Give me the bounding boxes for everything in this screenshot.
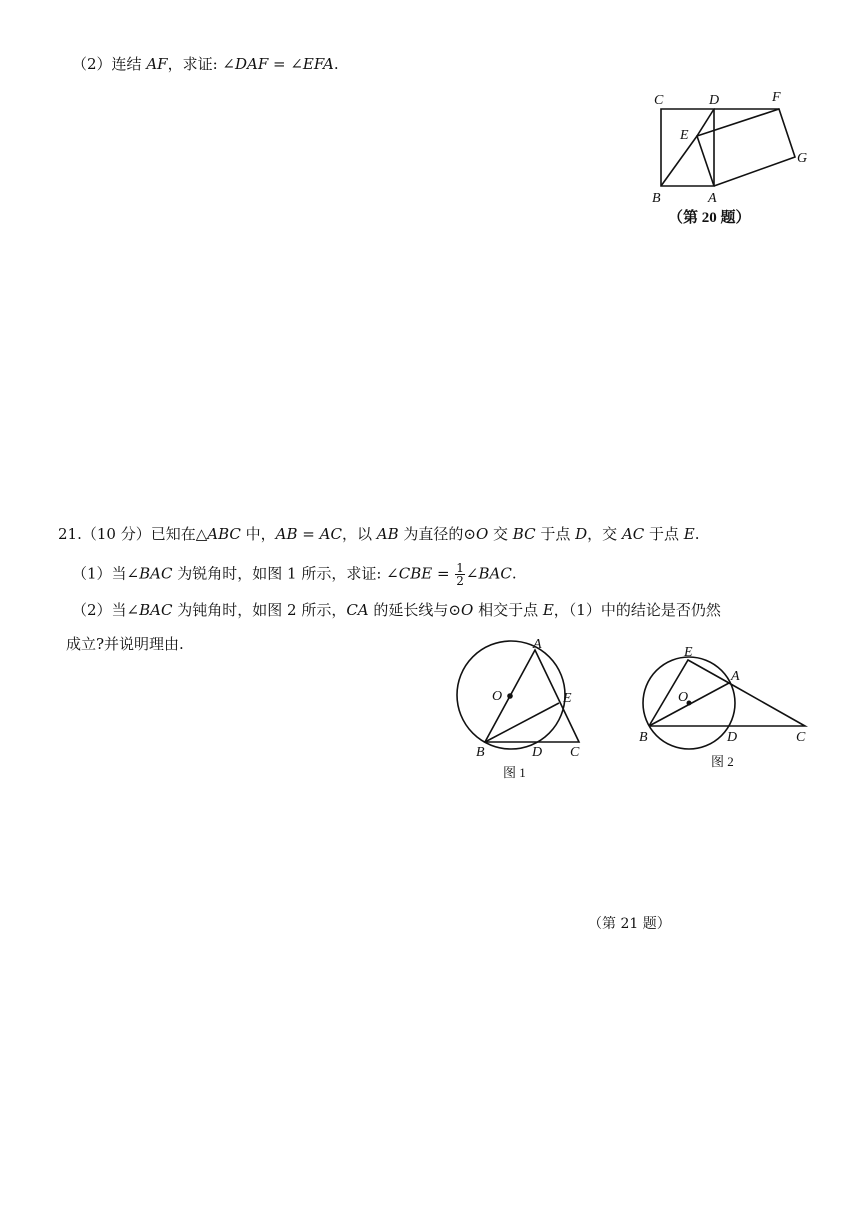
fig2-caption: 图 2 [711, 754, 734, 769]
fig20-label-c: C [654, 93, 664, 108]
q21-part2-line2: 成立?并说明理由. [66, 635, 184, 653]
fig20-label-d: D [709, 93, 720, 108]
fig20-label-a: A [708, 191, 717, 206]
fig1-label-e: E [563, 691, 572, 706]
fig2-label-o: O [678, 690, 689, 705]
q21-caption: （第 21 题） [588, 916, 671, 932]
fig1-caption: 图 1 [503, 765, 526, 780]
fig1-label-o: O [492, 689, 503, 704]
fig2-label-c: C [796, 730, 806, 745]
fig1-label-c: C [570, 745, 580, 760]
fig1-label-b: B [476, 745, 485, 760]
fig20-label-b: B [652, 191, 661, 206]
q21-part2: （2）当∠BAC 为钝角时，如图 2 所示，CA 的延长线与⊙O 相交于点 E，（1）中的结论是否仍然 [72, 601, 721, 619]
fig20-label-e: E [680, 128, 689, 143]
fig2-label-d: D [727, 730, 738, 745]
fraction-one-half: $\frac{1}{2}$ [456, 561, 464, 588]
fig20-caption: （第 20 题） [668, 210, 751, 226]
q21-intro: 21.（10 分）已知在△ABC 中，AB = AC，以 AB 为直径的⊙O 交 BC 于点 D，交 AC 于点 E. [58, 525, 700, 543]
fig1-label-d: D [532, 745, 543, 760]
q20-part2: （2）连结 AF，求证: ∠DAF = ∠EFA. [72, 55, 339, 73]
fig2-label-a: A [731, 669, 740, 684]
fig2-label-e: E [684, 645, 693, 660]
q21-part1: （1）当∠BAC 为锐角时，如图 1 所示，求证: ∠CBE = $\frac{1}{2}$ ∠BAC. [72, 561, 517, 588]
fig1-label-a: A [533, 637, 542, 652]
fig20-label-f: F [772, 90, 781, 105]
fig2-triangle-eac [649, 660, 805, 726]
fig20-label-g: G [797, 151, 808, 166]
fig2-label-b: B [639, 730, 648, 745]
